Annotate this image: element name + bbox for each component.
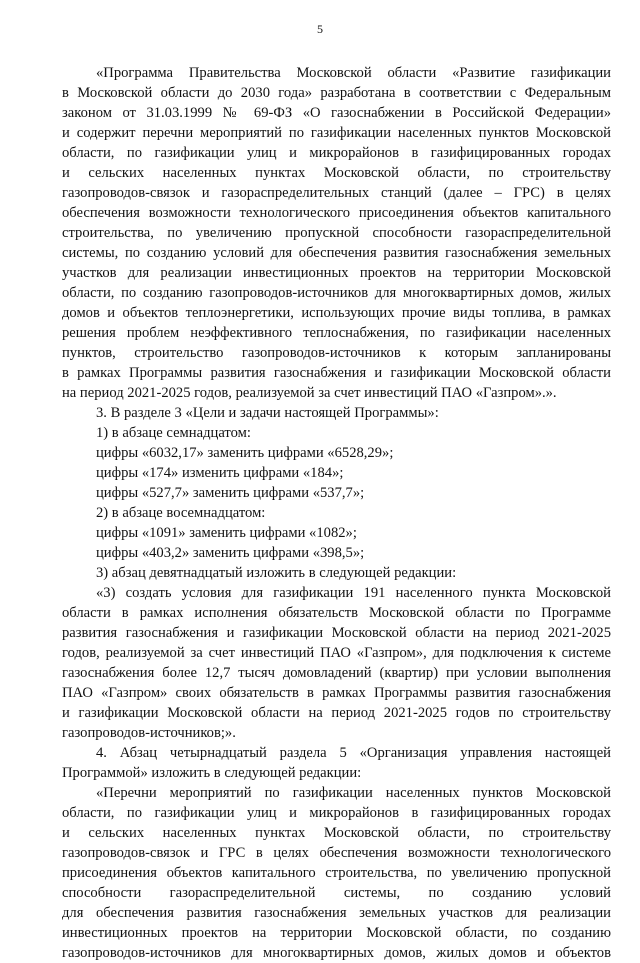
text-line: для обеспечения развития газоснабжения земельных участков для реализации: [62, 905, 611, 921]
text-line: цифры «527,7» заменить цифрами «537,7»;: [96, 485, 365, 501]
text-line: цифры «403,2» заменить цифрами «398,5»;: [96, 545, 365, 561]
text-line: «3) создать условия для газификации 191 населенного пункта Московской: [96, 585, 611, 601]
text-line: домов и объектов теплоэнергетики, использующих прочие виды топлива, в рамках: [62, 305, 611, 321]
text-line: и сельских населенных пунктах Московской области, по строительству: [62, 165, 611, 181]
text-line: способности газораспределительной системы, по созданию условий: [62, 885, 611, 901]
text-line: и содержит перечни мероприятий по газификации населенных пунктов Московской: [62, 125, 611, 141]
text-line: области, по созданию газопроводов-источников для многоквартирных домов, жилых: [62, 285, 611, 301]
text-line: строительства, по увеличению пропускной способности газораспределительной: [62, 225, 611, 241]
text-line: участков для реализации инвестиционных проектов на территории Московской: [62, 265, 611, 281]
text-line: 3. В разделе 3 «Цели и задачи настоящей Программы»:: [96, 405, 439, 421]
text-line: области в рамках исполнения обязательств Московской области по Программе: [62, 605, 611, 621]
text-line: газопроводов-связок и ГРС в целях обеспечения возможности технологического: [62, 845, 611, 861]
text-line: решения проблем неэффективного теплоснабжения, по газификации населенных: [62, 325, 611, 341]
text-line: газопроводов-источников;».: [62, 725, 236, 741]
document-body: [62, 63, 611, 963]
text-line: газопроводов-источников для многоквартирных домов, жилых домов и объектов: [62, 945, 611, 961]
text-line: и сельских населенных пунктах Московской области, по строительству: [62, 825, 611, 841]
text-line: цифры «6032,17» заменить цифрами «6528,29»;: [96, 445, 394, 461]
text-line: 2) в абзаце восемнадцатом:: [96, 505, 266, 521]
text-line: 1) в абзаце семнадцатом:: [96, 425, 251, 441]
text-line: цифры «174» изменить цифрами «184»;: [96, 465, 344, 481]
text-line: в Московской области до 2030 года» разработана в соответствии с Федеральным: [62, 85, 611, 101]
text-line: Программой» изложить в следующей редакции:: [62, 765, 362, 781]
text-line: инвестиционных проектов на территории Московской области, по созданию: [62, 925, 611, 941]
text-line: 4. Абзац четырнадцатый раздела 5 «Организация управления настоящей: [96, 745, 611, 761]
text-line: пунктов, строительство газопроводов-источников к которым запланированы: [62, 345, 611, 361]
text-line: газопроводов-связок и газораспределительных станций (далее – ГРС) в целях: [62, 185, 611, 201]
text-line: газоснабжения более 12,7 тысяч домовладений (квартир) при условии выполнения: [62, 665, 611, 681]
text-line: присоединения объектов капитального строительства, по увеличению пропускной: [62, 865, 611, 881]
text-line: годов, реализуемой за счет инвестиций ПАО «Газпром», для подключения к системе: [62, 645, 611, 661]
text-line: области, по газификации улиц и микрорайонов в газифицированных городах: [62, 805, 611, 821]
text-line: «Перечни мероприятий по газификации населенных пунктов Московской: [96, 785, 611, 801]
text-line: законом от 31.03.1999 № 69-ФЗ «О газоснабжении в Российской Федерации»: [62, 105, 611, 121]
text-line: развития газоснабжения и газификации Московской области на период 2021-2025: [62, 625, 611, 641]
text-line: 3) абзац девятнадцатый изложить в следующей редакции:: [96, 565, 457, 581]
text-line: в рамках Программы развития газоснабжения и газификации Московской области: [62, 365, 611, 381]
text-line: на период 2021-2025 годов, реализуемой за счет инвестиций ПАО «Газпром».».: [62, 385, 557, 401]
text-line: цифры «1091» заменить цифрами «1082»;: [96, 525, 357, 541]
text-line: ПАО «Газпром» своих обязательств в рамках Программы развития газоснабжения: [62, 685, 611, 701]
text-line: системы, по созданию условий для обеспечения развития газоснабжения земельных: [62, 245, 611, 261]
text-line: и газификации Московской области на период 2021-2025 годов по строительству: [62, 705, 611, 721]
text-line: обеспечения возможности технологического присоединения объектов капитального: [62, 205, 611, 221]
page-number: 5: [317, 22, 323, 36]
text-line: «Программа Правительства Московской области «Развитие газификации: [96, 65, 611, 81]
text-line: области, по газификации улиц и микрорайонов в газифицированных городах: [62, 145, 611, 161]
